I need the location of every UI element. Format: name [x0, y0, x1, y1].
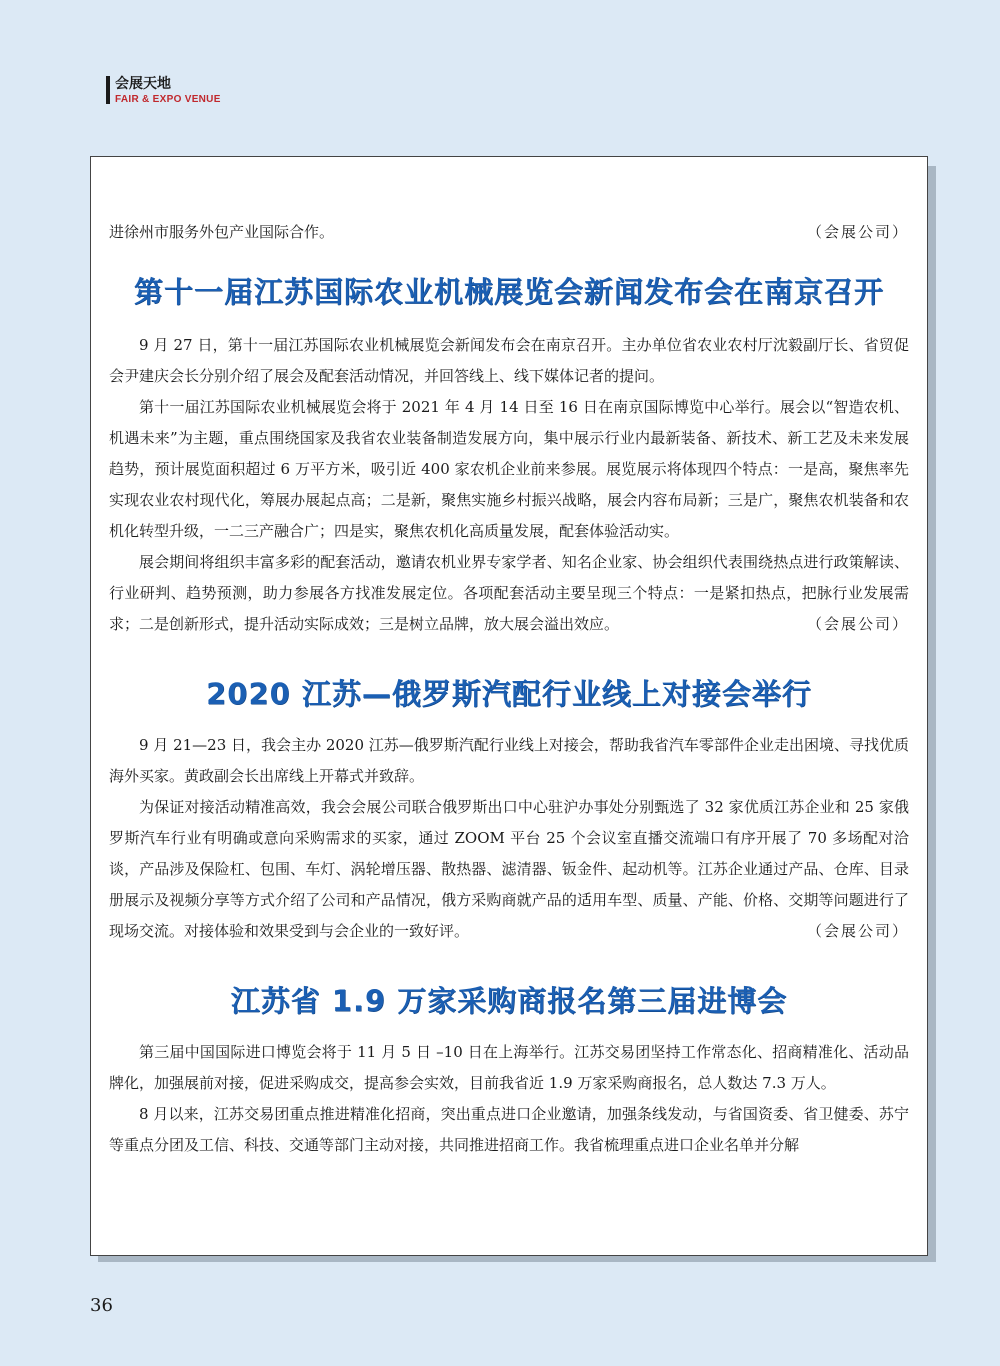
- intro-paragraph: [109, 217, 909, 248]
- page-number: 36: [90, 1295, 113, 1316]
- article-column: [109, 217, 909, 1161]
- intro-text: 进徐州市服务外包产业国际合作。: [109, 223, 335, 241]
- article-2-paragraph-2: [109, 792, 909, 947]
- content-panel: [90, 156, 928, 1256]
- article-2-paragraph-2-text: 为保证对接活动精准高效，我会会展公司联合俄罗斯出口中心驻沪办事处分别甄选了 32 家优质江苏企业和 25 家俄罗斯汽车行业有明确或意向采购需求的买家，通过 ZOOM 平台 25 个会议室直播交流端口有序开展了 70 多场配对洽谈，产品涉及保险杠、包围、车灯、涡轮增压器、散热器、滤清器、钣金件、起动机等。江苏企业通过产品、仓库、目录册展示及视频分享等方式介绍了公司和产品情况，俄方采购商就产品的适用车型、质量、产能、价格、交期等问题进行了现场交流。对接体验和效果受到与会企业的一致好评。: [109, 798, 909, 940]
- article-3-paragraph-1: 第三届中国国际进口博览会将于 11 月 5 日 –10 日在上海举行。江苏交易团坚持工作常态化、招商精准化、活动品牌化，加强展前对接，促进采购成交，提高参会实效，目前我省近 1.9 万家采购商报名，总人数达 7.3 万人。: [109, 1043, 909, 1092]
- article-2-title: 2020 江苏—俄罗斯汽配行业线上对接会举行: [206, 677, 812, 711]
- section-marker-bar: [106, 76, 110, 104]
- article-3-title: 江苏省 1.9 万家采购商报名第三届进博会: [230, 984, 788, 1018]
- article-1-paragraph-2: 第十一届江苏国际农业机械展览会将于 2021 年 4 月 14 日至 16 日在南京国际博览中心举行。展会以“智造农机、机遇未来”为主题，重点围绕国家及我省农业装备制造发展方向，集中展示行业内最新装备、新技术、新工艺及未来发展趋势，预计展览面积超过 6 万平方米，吸引近 400 家农机企业前来参展。展览展示将体现四个特点：一是高，聚焦率先实现农业农村现代化，筹展办展起点高；二是新，聚焦实施乡村振兴战略，展会内容布局新；三是广，聚焦农机装备和农机化转型升级，一二三产融合广；四是实，聚焦农机化高质量发展，配套体验活动实。: [109, 398, 909, 540]
- article-1-source: （会展公司）: [806, 615, 909, 633]
- article-1-paragraph-3: [109, 547, 909, 640]
- article-1-paragraph-3-text: 展会期间将组织丰富多彩的配套活动，邀请农机业界专家学者、知名企业家、协会组织代表围绕热点进行政策解读、行业研判、趋势预测，助力参展各方找准发展定位。各项配套活动主要呈现三个特点：一是紧扣热点，把脉行业发展需求；二是创新形式，提升活动实际成效；三是树立品牌，放大展会溢出效应。: [109, 553, 909, 633]
- section-subtitle: FAIR & EXPO VENUE: [115, 94, 221, 105]
- intro-source: （会展公司）: [806, 223, 909, 241]
- article-2-source: （会展公司）: [806, 922, 909, 940]
- article-3-paragraph-2: 8 月以来，江苏交易团重点推进精准化招商，突出重点进口企业邀请，加强条线发动，与省国资委、省卫健委、苏宁等重点分团及工信、科技、交通等部门主动对接，共同推进招商工作。我省梳理重点进口企业名单并分解: [109, 1105, 909, 1154]
- article-1-title: 第十一届江苏国际农业机械展览会新闻发布会在南京召开: [133, 275, 884, 309]
- article-2-paragraph-1: 9 月 21—23 日，我会主办 2020 江苏—俄罗斯汽配行业线上对接会，帮助我省汽车零部件企业走出困境、寻找优质海外买家。黄政副会长出席线上开幕式并致辞。: [109, 736, 909, 785]
- section-title: 会展天地: [115, 76, 171, 92]
- article-1-paragraph-1: 9 月 27 日，第十一届江苏国际农业机械展览会新闻发布会在南京召开。主办单位省农业农村厅沈毅副厅长、省贸促会尹建庆会长分别介绍了展会及配套活动情况，并回答线上、线下媒体记者的提问。: [109, 336, 909, 385]
